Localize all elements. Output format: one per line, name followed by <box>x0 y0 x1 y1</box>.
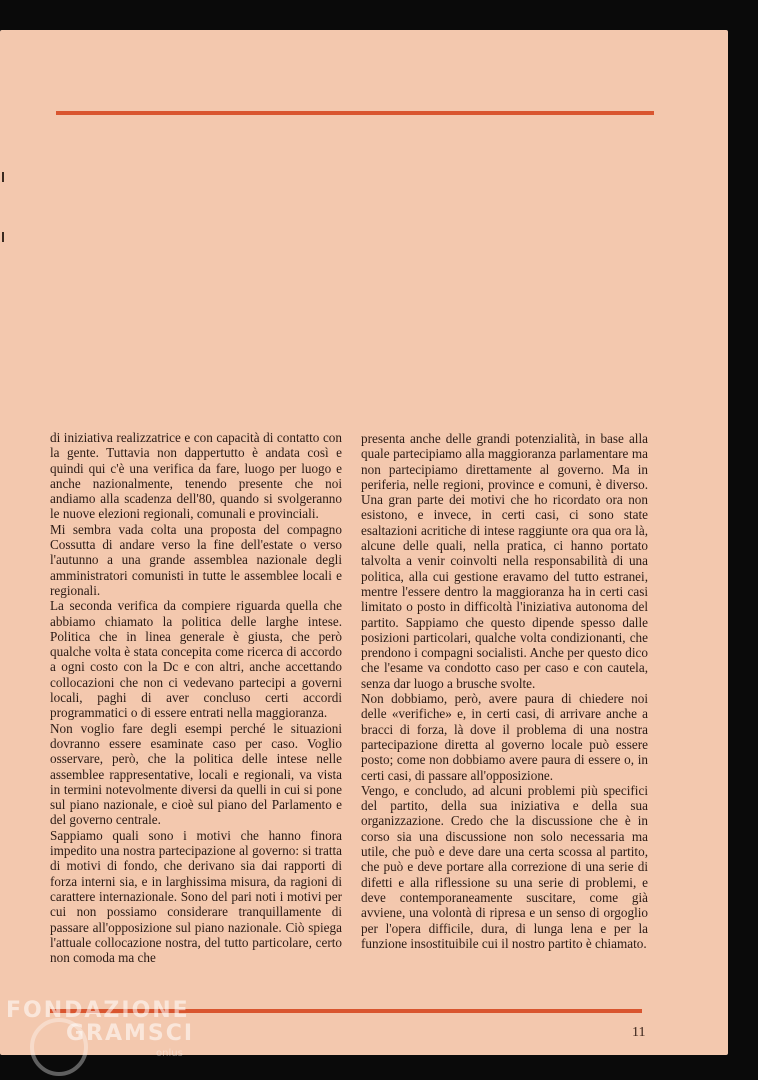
binding-mark <box>2 232 4 242</box>
watermark <box>6 998 195 1059</box>
right-column <box>361 431 648 951</box>
paragraph: Non voglio fare degli esempi perché le situazioni dovranno essere esaminate caso per caso. Voglio osservare, però, che la politica delle intese nelle assemblee rappresentative, locali e regionali, va vista in termini notevolmente diversi da quelli in cui si pone sul piano nazionale, e cioè sul piano del Parlamento e del governo centrale. <box>50 720 342 828</box>
page-number: 11 <box>632 1025 646 1040</box>
watermark-line2: GRAMSCI <box>66 1021 195 1046</box>
paragraph: presenta anche delle grandi potenzialità, in base alla quale partecipiamo alla maggioranza parlamentare ma non partecipiamo direttamente al governo. Ma in periferia, nelle regioni, province e comuni, è diverso. Una gran parte dei motivi che ho ricordato ora non esistono, e invece, in certi casi, ci sono state esaltazioni acritiche di intese raggiunte ora qua ora là, alcune delle quali, nella pratica, ci hanno portato talvolta a venir coinvolti nella responsabilità di una politica, alla cui gestione eravamo del tutto estranei, mentre l'essere dentro la maggioranza ha in certi casi limitato o posto in difficoltà l'iniziativa autonoma del partito. Sappiamo che questo dipende spesso dalle posizioni particolari, qualche volta condizionanti, che prendono i compagni socialisti. Anche per questo dico che l'esame va condotto caso per caso e con cautela, senza dar luogo a brusche svolte. <box>361 431 648 691</box>
watermark-line3: onlus <box>156 1048 183 1059</box>
document-page <box>0 30 728 1055</box>
paragraph: di iniziativa realizzatrice e con capacità di contatto con la gente. Tuttavia non dappertutto è andata così e quindi qui c'è una verifica da fare, luogo per luogo e anche nazionalmente, tenendo presente che noi andiamo alla scadenza dell'80, quando si svolgeranno le nuove elezioni regionali, comunali e provinciali. <box>50 430 342 522</box>
binding-mark <box>2 172 4 182</box>
paragraph: Vengo, e concludo, ad alcuni problemi più specifici del partito, della sua iniziativa e della sua organizzazione. Credo che la discussione che è in corso sia una discussione non solo necessaria ma utile, che può e deve dare una certa scossa al partito, che può e deve portare alla correzione di una serie di difetti e alla riflessione su una serie di problemi, e deve contemporaneamente suscitare, come già avviene, una volontà di ripresa e un senso di orgoglio per l'opera difficile, dura, di lunga lena e per la funzione insostituibile cui il nostro partito è chiamato. <box>361 782 648 951</box>
paragraph: Mi sembra vada colta una proposta del compagno Cossutta di andare verso la fine dell'estate o verso l'autunno a una grande assemblea nazionale degli amministratori comunisti in tutte le assemblee locali e regionali. <box>50 521 342 598</box>
paragraph: La seconda verifica da compiere riguarda quella che abbiamo chiamato la politica delle larghe intese. Politica che in linea generale è giusta, che però qualche volta è stata concepita come ricerca di accordo a ogni costo con la Dc e con altri, anche accettando collocazioni che non ci vedevano partecipi a governi locali, paghi di aver concluso certi accordi programmatici o di essere entrati nella maggioranza. <box>50 598 342 721</box>
left-column <box>50 430 342 965</box>
top-rule <box>56 111 654 115</box>
watermark-line1: FONDAZIONE <box>6 998 190 1023</box>
paragraph: Sappiamo quali sono i motivi che hanno finora impedito una nostra partecipazione al governo: si tratta di motivi di fondo, che derivano sia dai rapporti di forza interni sia, e in larghissima misura, da ragioni di carattere internazionale. Sono del pari noti i motivi per cui non possiamo considerare tranquillamente di passare all'opposizione sul piano nazionale. Ciò spiega l'attuale collocazione nostra, del tutto particolare, certo non comoda ma che <box>50 827 342 966</box>
paragraph: Non dobbiamo, però, avere paura di chiedere noi delle «verifiche» e, in certi casi, di arrivare anche a bracci di forza, là dove il problema di una nostra partecipazione diretta al governo locale può essere posto; come non dobbiamo avere paura di essere o, in certi casi, di passare all'opposizione. <box>361 691 648 783</box>
